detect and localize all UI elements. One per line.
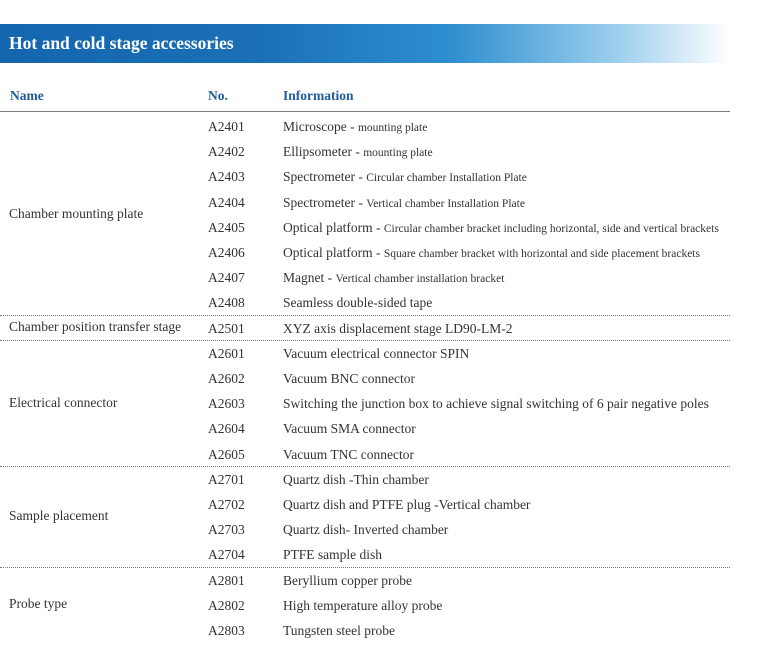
info-main-text: Quartz dish and PTFE plug -Vertical chamber	[283, 496, 531, 512]
item-number: A2403	[208, 169, 245, 185]
item-number: A2605	[208, 446, 245, 462]
item-information	[283, 618, 395, 645]
header-divider	[0, 111, 730, 112]
info-detail-text: mounting plate	[357, 122, 428, 134]
table-row	[0, 290, 766, 315]
info-main-text: Optical platform -	[283, 245, 384, 260]
item-number: A2404	[208, 194, 245, 210]
item-information	[283, 215, 719, 242]
table-row	[0, 517, 766, 542]
table-group	[0, 316, 766, 341]
table-row	[0, 618, 766, 643]
item-number: A2501	[208, 320, 245, 336]
item-number: A2603	[208, 396, 245, 412]
table-row	[0, 416, 766, 441]
item-information	[283, 139, 433, 166]
item-information	[283, 290, 432, 317]
item-number: A2704	[208, 547, 245, 563]
section-banner	[0, 24, 730, 63]
group-name: Probe type	[9, 596, 68, 612]
table-group	[0, 568, 766, 644]
info-detail-text: Vertical chamber Installation Plate	[366, 197, 525, 210]
item-number: A2408	[208, 295, 245, 311]
column-header-name: Name	[10, 88, 44, 103]
item-number: A2401	[208, 119, 245, 134]
info-main-text: XYZ axis displacement stage LD90-LM-2	[283, 320, 513, 336]
item-number: A2803	[208, 622, 245, 638]
table-group	[0, 114, 766, 316]
table-row	[0, 164, 766, 189]
column-header-no: No.	[208, 88, 228, 103]
info-main-text: Tungsten steel probe	[283, 622, 395, 638]
item-number: A2701	[208, 471, 245, 487]
item-information	[283, 265, 504, 292]
item-number: A2802	[208, 597, 245, 613]
table-row	[0, 190, 766, 215]
item-number: A2602	[208, 370, 245, 386]
table-row	[0, 568, 766, 593]
info-detail-text: Vertical chamber installation bracket	[335, 273, 505, 286]
info-detail-text: Circular chamber bracket including horizontal, side and vertical brackets	[383, 222, 719, 235]
info-main-text: PTFE sample dish	[283, 547, 383, 563]
table-group	[0, 467, 766, 568]
item-information	[283, 341, 469, 368]
table-row	[0, 366, 766, 391]
item-number: A2405	[208, 219, 245, 235]
info-detail-text: mounting plate	[363, 147, 433, 160]
item-number: A2801	[208, 572, 245, 588]
item-number: A2703	[208, 522, 245, 538]
item-information	[283, 366, 415, 393]
item-number: A2702	[208, 496, 245, 512]
info-main-text: Vacuum BNC connector	[283, 370, 415, 386]
item-information	[283, 467, 429, 494]
item-information	[283, 164, 527, 191]
group-name: Chamber position transfer stage	[9, 319, 182, 335]
item-number: A2406	[208, 245, 245, 260]
info-main-text: Vacuum SMA connector	[283, 421, 416, 437]
item-information	[283, 416, 416, 443]
table-row	[0, 341, 766, 366]
table-row	[0, 467, 766, 492]
group-name: Chamber mounting plate	[9, 205, 144, 221]
table-row	[0, 492, 766, 517]
info-detail-text: Circular chamber Installation Plate	[366, 172, 527, 185]
info-main-text: High temperature alloy probe	[283, 597, 443, 613]
info-main-text: Microscope -	[283, 119, 358, 134]
table-row	[0, 240, 766, 265]
table-row	[0, 442, 766, 467]
info-main-text: Seamless double-sided tape	[283, 295, 433, 311]
item-number: A2604	[208, 421, 245, 437]
table-group	[0, 341, 766, 467]
info-main-text: Optical platform -	[283, 219, 384, 235]
table-row	[0, 593, 766, 618]
info-detail-text: Square chamber bracket with horizontal and side placement brackets	[383, 248, 700, 260]
item-information	[283, 442, 414, 469]
item-information	[283, 316, 512, 343]
info-main-text: Spectrometer -	[283, 169, 367, 185]
table-row	[0, 391, 766, 416]
item-information	[283, 542, 382, 569]
item-information	[283, 517, 448, 544]
item-information	[283, 114, 427, 141]
item-information	[283, 492, 530, 519]
group-name: Electrical connector	[9, 394, 118, 410]
item-information	[283, 190, 525, 217]
section-title: Hot and cold stage accessories	[9, 33, 234, 53]
item-number: A2402	[208, 144, 245, 160]
table-row	[0, 542, 766, 567]
table-row	[0, 265, 766, 290]
table-row	[0, 316, 766, 341]
info-main-text: Switching the junction box to achieve signal switching of 6 pair negative poles	[283, 396, 709, 412]
column-header-information: Information	[283, 88, 354, 103]
item-number: A2407	[208, 270, 245, 286]
item-information	[283, 568, 412, 595]
info-main-text: Quartz dish- Inverted chamber	[283, 522, 449, 538]
table-row	[0, 215, 766, 240]
group-name: Sample placement	[9, 508, 109, 524]
info-main-text: Vacuum TNC connector	[283, 446, 414, 462]
table-row	[0, 139, 766, 164]
info-main-text: Magnet -	[283, 270, 336, 286]
info-main-text: Vacuum electrical connector SPIN	[283, 345, 470, 361]
info-main-text: Ellipsometer -	[283, 144, 364, 160]
item-information	[283, 240, 700, 267]
table-row	[0, 114, 766, 139]
item-information	[283, 391, 709, 418]
info-main-text: Quartz dish -Thin chamber	[283, 471, 429, 487]
info-main-text: Spectrometer -	[283, 194, 367, 210]
info-main-text: Beryllium copper probe	[283, 572, 412, 588]
item-information	[283, 593, 442, 620]
item-number: A2601	[208, 345, 245, 361]
